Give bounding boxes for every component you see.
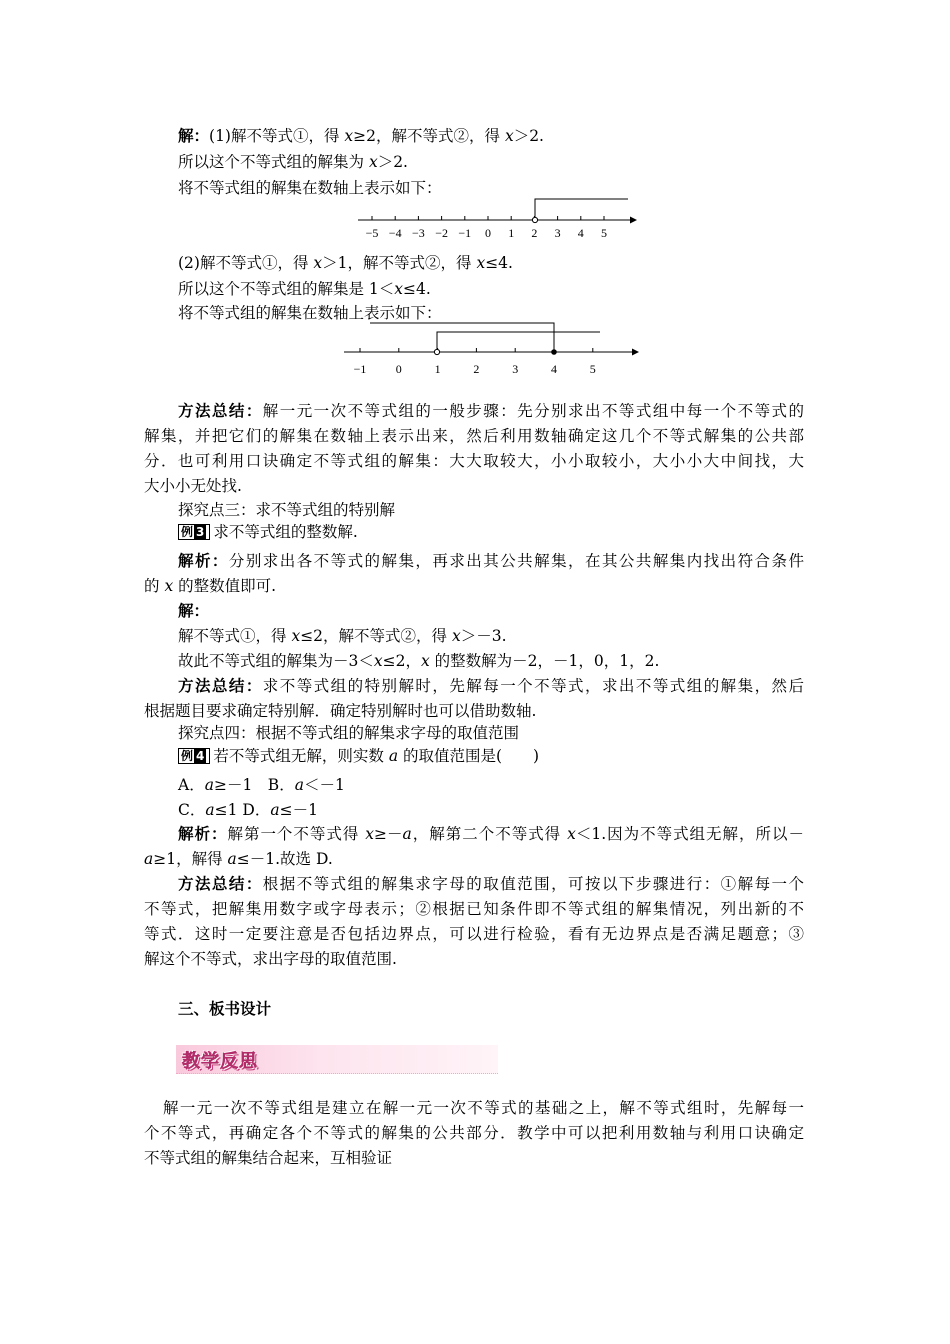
tick-label: 0 — [395, 362, 402, 376]
tick-label: 2 — [473, 362, 480, 376]
example-4-analysis-line-2: a≥1，解得 a≤－1.故选 D. — [144, 850, 333, 868]
tick-label: 2 — [531, 226, 538, 240]
tick-label: −2 — [435, 226, 448, 240]
method-summary-3-line-3: 等式．这时一定要注意是否包括边界点，可以进行检验，看有无边界点是否满足题意；③ — [144, 925, 804, 943]
method-summary-2-line-1: 方法总结：求不等式组的特别解时，先解每一个不等式，求出不等式组的解集，然后 — [178, 676, 804, 695]
explore-4-title: 探究点四：根据不等式组的解集求字母的取值范围 — [178, 724, 520, 742]
reflection-line-3: 不等式组的解集结合起来，互相验证 — [144, 1149, 393, 1167]
method-summary-3-line-1: 方法总结：根据不等式组的解集求字母的取值范围，可按以下步骤进行：①解每一个 — [178, 874, 804, 893]
method-summary-2-line-2: 根据题目要求确定特别解．确定特别解时也可以借助数轴. — [144, 702, 537, 720]
tick-label: 3 — [512, 362, 519, 376]
reflection-line-1: 解一元一次不等式组是建立在解一元一次不等式的基础之上，解不等式组时，先解每一 — [163, 1099, 804, 1117]
example-4-analysis-line-1: 解析：解第一个不等式得 x≥－a，解第二个不等式得 x＜1.因为不等式组无解，所以－ — [178, 824, 804, 843]
number-line-2 — [340, 318, 645, 380]
tick-label: 4 — [551, 362, 557, 376]
tick-label: −1 — [353, 362, 367, 376]
example-3-solution-line-1: 解不等式①，得 x≤2，解不等式②，得 x＞－3. — [178, 627, 507, 645]
number-line-1 — [340, 192, 640, 244]
solution-line-1: 解：(1)解不等式①，得 x≥2，解不等式②，得 x＞2. — [178, 126, 544, 145]
tick-label: 5 — [601, 226, 607, 240]
tick-label: −4 — [388, 226, 402, 240]
reflection-banner — [176, 1045, 498, 1074]
tick-label: 3 — [554, 226, 561, 240]
solution-line-5: 所以这个不等式组的解集是 1＜x≤4. — [178, 280, 431, 298]
method-summary-3-line-2: 不等式，把解集用数字或字母表示；②根据已知条件即不等式组的解集情况，列出新的不 — [144, 900, 804, 918]
tick-label: 5 — [589, 362, 596, 376]
method-summary-1-line-3: 分．也可利用口诀确定不等式组的解集：大大取较大，小小取较小，大小小大中间找，大 — [144, 452, 804, 470]
example-4-badge: 例 4 — [178, 748, 210, 764]
tick-label: 1 — [434, 362, 441, 376]
example-3-analysis-line-1: 解析：分别求出各不等式的解集，再求出其公共解集，在其公共解集内找出符合条件 — [178, 551, 804, 570]
example-3-solution-label: 解： — [178, 601, 210, 620]
tick-label: −3 — [412, 226, 425, 240]
solution-line-6: 将不等式组的解集在数轴上表示如下： — [178, 304, 442, 322]
solution-line-4: (2)解不等式①，得 x＞1，解不等式②，得 x≤4. — [178, 254, 513, 272]
method-summary-1-line-4: 大小小无处找. — [144, 477, 242, 495]
solution-line-2: 所以这个不等式组的解集为 x＞2. — [178, 153, 408, 171]
method-summary-3-line-4: 解这个不等式，求出字母的取值范围. — [144, 950, 397, 968]
method-summary-1-line-2: 解集，并把它们的解集在数轴上表示出来，然后利用数轴确定这几个不等式解集的公共部 — [144, 427, 804, 445]
tick-label: 4 — [577, 226, 584, 240]
method-summary-1-line-1: 方法总结：解一元一次不等式组的一般步骤：先分别求出不等式组中每一个不等式的 — [178, 401, 804, 420]
tick-label: 1 — [508, 226, 515, 240]
solution-line-3: 将不等式组的解集在数轴上表示如下： — [178, 179, 442, 197]
tick-label: −5 — [365, 226, 379, 240]
explore-3-title: 探究点三：求不等式组的特别解 — [178, 501, 396, 519]
example-3-analysis-line-2: 的 x 的整数值即可. — [144, 577, 277, 595]
example-4-options-cd: C．a≤1 D．a≤－1 — [178, 801, 318, 819]
reflection-line-2: 个不等式，再确定各个不等式的解集的公共部分．教学中可以把利用数轴与利用口诀确定 — [144, 1124, 804, 1142]
example-3-solution-line-2: 故此不等式组的解集为－3＜x≤2，x 的整数解为－2，－1，0，1，2. — [178, 652, 660, 670]
example-3-question: 例 3 求不等式组的整数解. — [178, 521, 358, 543]
example-4-options-ab: A．a≥－1 B．a＜－1 — [178, 776, 345, 794]
section-3-heading: 三、板书设计 — [178, 999, 272, 1018]
tick-label: −1 — [458, 226, 472, 240]
example-4-question: 例 4 若不等式组无解，则实数 a 的取值范围是( ) — [178, 745, 539, 767]
example-3-badge: 例 3 — [178, 524, 210, 540]
reflection-banner-title: 教学反思 — [182, 1051, 258, 1072]
tick-label: 0 — [485, 226, 491, 240]
